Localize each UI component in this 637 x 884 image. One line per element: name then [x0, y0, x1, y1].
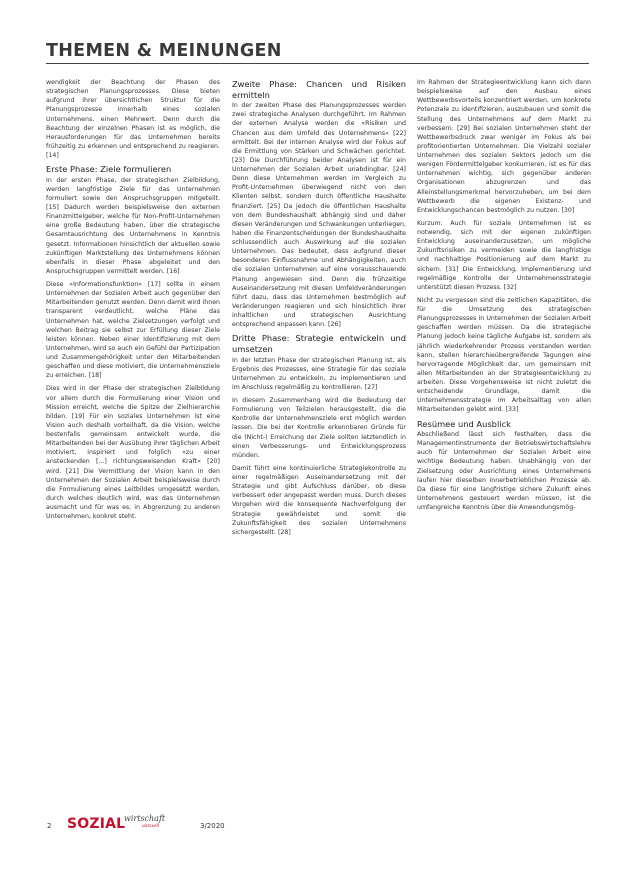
paragraph: Kurzum: Auch für soziale Unternehmen ist es notwendig, sich mit der eigenen zukünftigen Entwicklung auseinanderzusetzen, um mögliche Zukunftsrisiken zu vermeiden sowie die langfristige und nachhaltige Positionierung auf dem Markt zu sichern. [31] Die Entwicklung, Implementierung und regelmäßige Kontrolle der Unternehmensstrategie unterstützt diesen Prozess. [32]	[417, 219, 591, 291]
paragraph: Damit führt eine kontinuierliche Strategiekontrolle zu einer regelmäßigen Auseinandersetzung mit der Strategie und gibt Aufschluss darüber, ob diese verbessert oder angepasst werden muss. Durch dieses Vorgehen wird die konsequente Nachverfolgung der Strategie gewährleistet und somit die Zukunftsfähigkeit des sozialen Unternehmens sichergestellt. [28]	[232, 464, 406, 536]
column-1	[46, 78, 220, 525]
page-number: 2	[47, 822, 52, 830]
paragraph: Im Rahmen der Strategieentwicklung kann sich dann beispielsweise auf den Ausbau eines Wettbewerbsvorteils konzentriert werden, um konkrete Potenziale zu identifizieren, auszubauen und somit die Stellung des Unternehmens auf dem Markt zu verbessern. [29] Bei sozialen Unternehmen steht der Wettbewerbsdruck zwar weniger im Fokus als bei profitorientierten Unternehmen. Die Vielzahl sozialer Unternehmen des sozialen Sektors jedoch um die wenigen Fördermittelgeber konkurrieren, ist es für das Unternehmen wichtig, sich gegenüber anderen Organisationen abzugrenzen und das Alleinstellungsmerkmal hervorzuheben, um bei dem Wettbewerb die eigenen Existenz- und Entwicklungschancen bestmöglich zu nutzen. [30]	[417, 79, 591, 214]
column-3	[417, 78, 591, 516]
header-divider	[46, 63, 589, 64]
paragraph: Abschließend lässt sich festhalten, dass die Managementinstrumente der Betriebswirtschaftslehre auch für Unternehmen der Sozialen Arbeit eine wichtige Bedeutung haben. Unabhängig von der Zielsetzung oder Ausrichtung eines Unternehmens laufen hier dieselben innerbetrieblichen Prozesse ab. Da diese für eine langfristige sichere Zukunft eines Unternehmens gesteuert werden müssen, ist die umfangreiche Kenntnis über die Anwendungsmög-	[417, 431, 591, 512]
magazine-logo-subtitle: wirtschaft	[124, 814, 166, 823]
paragraph: In der ersten Phase, der strategischen Zielbildung, werden langfristige Ziele für das Unternehmen formuliert sowie den Anspruchsgruppen mitgeteilt. [15] Dadurch werden beispielsweise den externen Finanzmittelgeber, welche für Non-Profit-Unternehmen eine große Bedeutung haben, über die strategische Gesamtausrichtung des Unternehmens in Kenntnis gesetzt. Informationen hinsichtlich der aktuellen sowie zukünftigen Marktstellung des Unternehmens können ebenfalls in dieser Phase abgeleitet und den Anspruchsgruppen vermittelt werden. [16]	[46, 176, 220, 275]
page-footer	[46, 814, 246, 834]
paragraph: wendigkeit der Beachtung der Phasen des strategischen Planungsprozesses. Diese bieten aufgrund ihrer übersichtlichen Struktur für die Planungsprozesse innerhalb eines sozialen Unternehmens, einen Mehrwert. Denn durch die Beachtung der einzelnen Phasen ist es möglich, die Herausforderungen für das Unternehmen bereits frühzeitig zu erkennen und entsprechend zu reagieren. [14]	[46, 79, 220, 159]
paragraph: Dies wird in der Phase der strategischen Zielbildung vor allem durch die Formulierung einer Vision und Mission erreicht, welche die Spitze der Zielhierarchie bilden. [19] Für ein soziales Unternehmen ist eine Vision auch deshalb vorteilhaft, da die Vision, welche bestenfalls gemeinsam entwickelt wurde, die Mitarbeitenden bei der Ausübung ihrer täglichen Arbeit motiviert, inspiriert und folglich »zu einer ansteckenden [...] richtungsweisenden Kraft« [20] wird. [21] Die Vermittlung der Vision kann in den Unternehmen der Sozialen Arbeit beispielsweise durch die Formulierung eines Leitbildes umgesetzt werden, durch welches deutlich wird, was das Unternehmen ausmacht und für was es, in Abgrenzung zu anderen Unternehmen, konkret steht.	[46, 385, 220, 521]
section-heading: Zweite Phase: Chancen und Risiken ermitteln	[232, 79, 406, 100]
section-heading: Erste Phase: Ziele formulieren	[46, 164, 172, 175]
paragraph: In der zweiten Phase des Planungsprozesses werden zwei strategische Analysen durchgeführt. Im Rahmen der externen Analyse werden die »Risiken und Chancen aus dem Umfeld des Unternehmens« [22] ermittelt. Bei der internen Analyse wird der Fokus auf die Ermittlung von Stärken und Schwächen gerichtet. [23] Die Durchführung beider Analysen ist für ein Unternehmen der Sozialen Arbeit unabdingbar. [24] Denn diese Unternehmen werden im Vergleich zu Profit-Unternehmen überwiegend nicht von den Klienten selbst, sondern durch öffentliche Haushalte finanziert. [25] Da jedoch die öffentlichen Haushalte von dem Bundeshaushalt abhängig sind und daher diesen Veränderungen und Schwankungen unterliegen, haben die Finanzentscheidungen der Bundeshaushalte schlussendlich auch Auswirkung auf die sozialen Unternehmen. Das bedeutet, dass aufgrund dieser besonderen Einflussnahme und Abhängigkeiten, auch die sozialen Unternehmen auf eine vorausschauende Planung angewiesen sind. Denn die frühzeitige Auseinandersetzung mit diesen Umfeldveränderungen führt dazu, dass das Unternehmen bestmöglich auf Veränderungen reagieren und sich hinsichtlich ihrer inhaltlichen und strategischen Ausrichtung entsprechend anpassen kann. [26]	[232, 102, 406, 329]
paragraph: Diese »Informationsfunktion« [17] sollte in einem Unternehmen der Sozialen Arbeit auch gegenüber den Mitarbeitenden genutzt werden. Denn damit wird ihnen transparent verdeutlicht, welche Pläne das Unternehmen hat, welche Zielsetzungen verfolgt und welchen Beitrag sie selbst zur Erfüllung dieser Ziele leisten können. Neben einer Identifizierung mit dem Unternehmen, wird so auch ein Gefühl der Partizipation und Zusammengehörigkeit unter den Mitarbeitenden geschaffen und diese motiviert, die Unternehmensziele zu erreichen. [18]	[46, 281, 220, 380]
magazine-logo-tagline: aktuell	[142, 823, 160, 829]
paragraph: Nicht zu vergessen sind die zeitlichen Kapazitäten, die für die Umsetzung des strategischen Planungsprozesses in Unternehmen der Sozialen Arbeit geschaffen werden müssen. Da die strategische Planung jedoch keine tägliche Aufgabe ist, sondern als jährlich wiederkehrender Prozess verstanden werden kann, stellen hierarchieübergreifende Tagungen eine hervorragende Möglichkeit dar, um gemeinsam mit allen Mitarbeitenden an der Strategieentwicklung zu arbeiten. Diese Vorgehensweise ist nicht zuletzt die entscheidende Grundlage, damit die Unternehmensstrategie im Arbeitsalltag von allen Mitarbeitenden gelebt wird. [33]	[417, 296, 591, 414]
column-2	[232, 79, 406, 541]
magazine-logo: SOZIAL	[67, 816, 126, 832]
paragraph: In der letzten Phase der strategischen Planung ist, als Ergebnis des Prozesses, eine Strategie für das soziale Unternehmen zu entwickeln, zu implementieren und im Anschluss regelmäßig zu kontrollieren. [27]	[232, 356, 406, 391]
paragraph: In diesem Zusammenhang wird die Bedeutung der Formulierung von Teilzielen herausgestellt, die die Kontrolle der Unternehmensziele erst möglich werden lassen. Die bei der Kontrolle erkennbaren Gründe für die (Nicht-) Erreichung der Ziele sollten letztendlich in einen Verbesserungs- und Entwicklungsprozess münden.	[232, 397, 406, 459]
section-heading: Dritte Phase: Strategie entwickeln und umsetzen	[232, 333, 406, 354]
section-heading: Resümee und Ausblick	[417, 418, 511, 429]
issue-number: 3/2020	[200, 822, 225, 830]
section-title: THEMEN & MEINUNGEN	[46, 41, 282, 61]
